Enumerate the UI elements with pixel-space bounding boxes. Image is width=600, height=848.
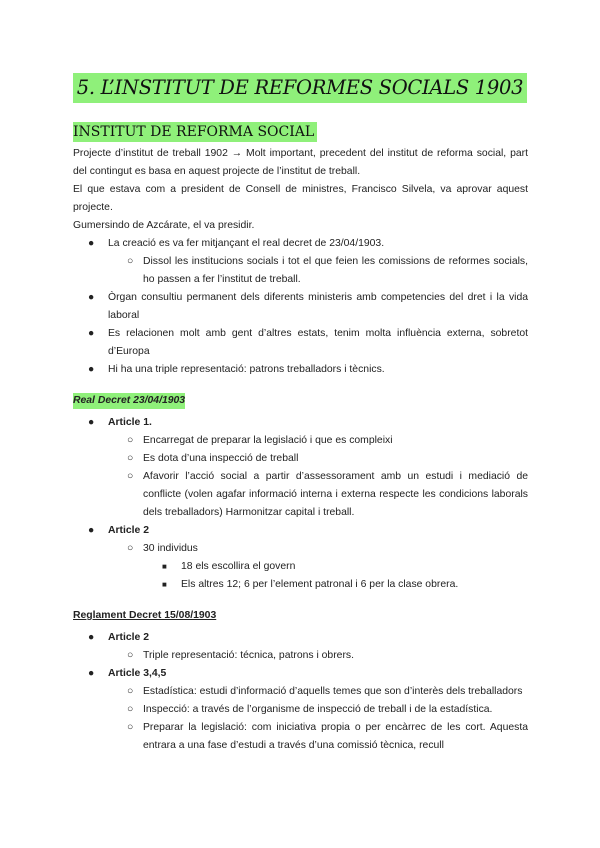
- list-item: [73, 361, 528, 379]
- list-item: [73, 450, 528, 468]
- paragraph: El que estava com a president de Consell de ministres, Francisco Silvela, va aprovar aquest projecte.: [73, 184, 528, 213]
- bullet-icon: ●: [88, 364, 95, 375]
- section-heading: Real Decret 23/04/1903: [73, 393, 185, 409]
- bullet-icon: ●: [88, 668, 95, 679]
- list-item: [73, 540, 528, 558]
- circle-bullet-icon: ○: [127, 256, 134, 267]
- article-label: Article 2: [108, 632, 150, 643]
- paragraph: Gumersindo de Azcárate, el va presidir.: [73, 220, 255, 231]
- list-item: [73, 235, 528, 253]
- circle-bullet-icon: ○: [127, 453, 134, 464]
- square-bullet-icon: ■: [162, 562, 167, 571]
- list-item-text: Preparar la legislació: com iniciativa propia o per encàrrec de les cort. Aquesta entrara a una fase d’estudi a través d’una comissió tècnica, recull: [143, 722, 528, 751]
- article-label: Article 2: [108, 525, 150, 536]
- list-item: [73, 468, 528, 522]
- list-item-text: La creació es va fer mitjançant el real decret de 23/04/1903.: [108, 238, 385, 249]
- list-item-text: Es dota d’una inspecció de treball: [143, 453, 299, 464]
- article-label: Article 3,4,5: [108, 668, 167, 679]
- list-item: [73, 683, 528, 701]
- circle-bullet-icon: ○: [127, 543, 134, 554]
- bullet-icon: ●: [88, 417, 95, 428]
- list-item: [73, 629, 528, 647]
- list-item: [73, 719, 528, 755]
- bullet-icon: ●: [88, 632, 95, 643]
- list-item: [73, 522, 528, 540]
- article-label: Article 1.: [108, 417, 152, 428]
- list-item-text: Inspecció: a través de l’organisme de inspecció de treball i de la estadística.: [143, 704, 493, 715]
- circle-bullet-icon: ○: [127, 435, 134, 446]
- circle-bullet-icon: ○: [127, 704, 134, 715]
- list-item-text: Dissol les institucions socials i tot el que feien les comissions de reformes socials, ho passen a fer l’institut de treball.: [143, 256, 528, 285]
- list-item: [73, 558, 528, 576]
- list-item: [73, 253, 528, 289]
- list-item-text: Afavorir l’acció social a partir d’assessorament amb un estudi i mediació de conflicte (volen agafar informació interna i externa respecte les condicions laborals dels treballadors) Harmonitzar capital i treball.: [143, 471, 528, 518]
- list-item-text: Estadística: estudi d’informació d’aquells temes que son d’interès dels treballadors: [143, 686, 523, 697]
- bullet-list: [73, 629, 528, 755]
- list-item-text: Encarregat de preparar la legislació i que es compleixi: [143, 435, 393, 446]
- bullet-list: [73, 414, 528, 594]
- bullet-icon: ●: [88, 328, 95, 339]
- list-item: [73, 289, 528, 325]
- list-item-text: 30 individus: [143, 543, 198, 554]
- square-bullet-icon: ■: [162, 580, 167, 589]
- list-item: [73, 701, 528, 719]
- list-item-text: Triple representació: técnica, patrons i obrers.: [143, 650, 354, 661]
- list-item-text: Es relacionen molt amb gent d’altres estats, tenim molta influència externa, sobretot d’Europa: [108, 328, 528, 357]
- bullet-icon: ●: [88, 292, 95, 303]
- list-item-text: 18 els escollira el govern: [181, 561, 296, 572]
- circle-bullet-icon: ○: [127, 722, 134, 733]
- circle-bullet-icon: ○: [127, 471, 134, 482]
- list-item: [73, 665, 528, 683]
- section-heading: INSTITUT DE REFORMA SOCIAL: [73, 122, 317, 142]
- document-body: [73, 122, 528, 755]
- section-heading: Reglament Decret 15/08/1903: [73, 610, 217, 621]
- circle-bullet-icon: ○: [127, 686, 134, 697]
- page-title: 5. L’INSTITUT DE REFORMES SOCIALS 1903: [73, 73, 527, 103]
- list-item: [73, 414, 528, 432]
- list-item: [73, 432, 528, 450]
- bullet-list: [73, 235, 528, 379]
- paragraph: Projecte d’institut de treball 1902 → Molt important, precedent del institut de reforma social, part del contingut es basa en aquest projecte de l’institut de treball.: [73, 148, 528, 177]
- circle-bullet-icon: ○: [127, 650, 134, 661]
- list-item-text: Els altres 12; 6 per l’element patronal i 6 per la clase obrera.: [181, 579, 459, 590]
- list-item-text: Hi ha una triple representació: patrons treballadors i tècnics.: [108, 364, 385, 375]
- list-item: [73, 647, 528, 665]
- bullet-icon: ●: [88, 525, 95, 536]
- list-item: [73, 576, 528, 594]
- list-item: [73, 325, 528, 361]
- bullet-icon: ●: [88, 238, 95, 249]
- list-item-text: Òrgan consultiu permanent dels diferents ministeris amb competencies del dret i la vida laboral: [108, 292, 528, 321]
- title-wrap: [0, 73, 600, 103]
